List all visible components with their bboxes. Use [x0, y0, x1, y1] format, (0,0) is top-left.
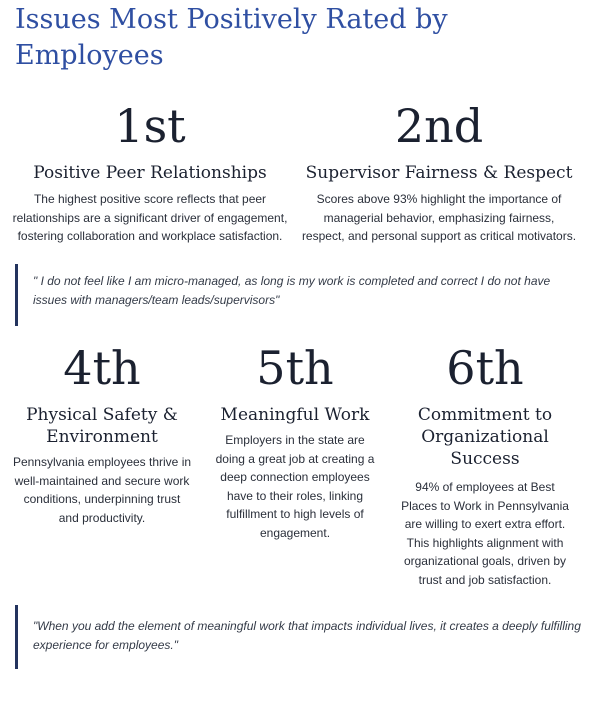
rank-description: Pennsylvania employees thrive in well-maintained and secure work conditions, underpinning trust and productivity. [12, 455, 192, 525]
rank-description: The highest positive score reflects that peer relationships are a significant driver of engagement, fostering collaboration and workplace satisfaction. [12, 192, 288, 243]
rank-card-5th [205, 342, 385, 542]
employee-quote-1: " I do not feel like I am micro-managed, as long is my work is completed and correct I do not have issues with managers/team leads/supervisors" [15, 264, 585, 326]
rank-card-6th [395, 342, 575, 589]
rank-number: 4th [63, 341, 141, 395]
rank-heading: Meaningful Work [220, 405, 370, 425]
page-title: Issues Most Positively Rated by Employees [15, 4, 448, 71]
rank-number: 1st [114, 99, 186, 153]
rank-description: Employers in the state are doing a great job at creating a deep connection employees have to their roles, linking fulfillment to high levels of engagement. [215, 433, 375, 540]
rank-number: 2nd [394, 99, 484, 153]
rank-heading: Physical Safety & Environment [26, 405, 178, 447]
rank-card-1st [8, 100, 292, 246]
rank-description: 94% of employees at Best Places to Work in Pennsylvania are willing to exert extra effort. This highlights alignment with organizational goals, driven by trust and job satisfaction. [401, 480, 569, 587]
employee-quote-2: "When you add the element of meaningful work that impacts individual lives, it creates a deeply fulfilling experience for employees." [15, 605, 585, 669]
rank-card-4th [12, 342, 192, 527]
rank-number: 6th [446, 341, 524, 395]
rank-card-2nd [297, 100, 581, 246]
rank-heading: Commitment to Organizational Success [417, 405, 553, 469]
rank-number: 5th [256, 341, 334, 395]
rank-description: Scores above 93% highlight the importance of managerial behavior, emphasizing fairness, respect, and personal support as critical motivators. [301, 192, 577, 243]
rank-heading: Supervisor Fairness & Respect [305, 163, 573, 183]
rank-heading: Positive Peer Relationships [33, 163, 267, 183]
